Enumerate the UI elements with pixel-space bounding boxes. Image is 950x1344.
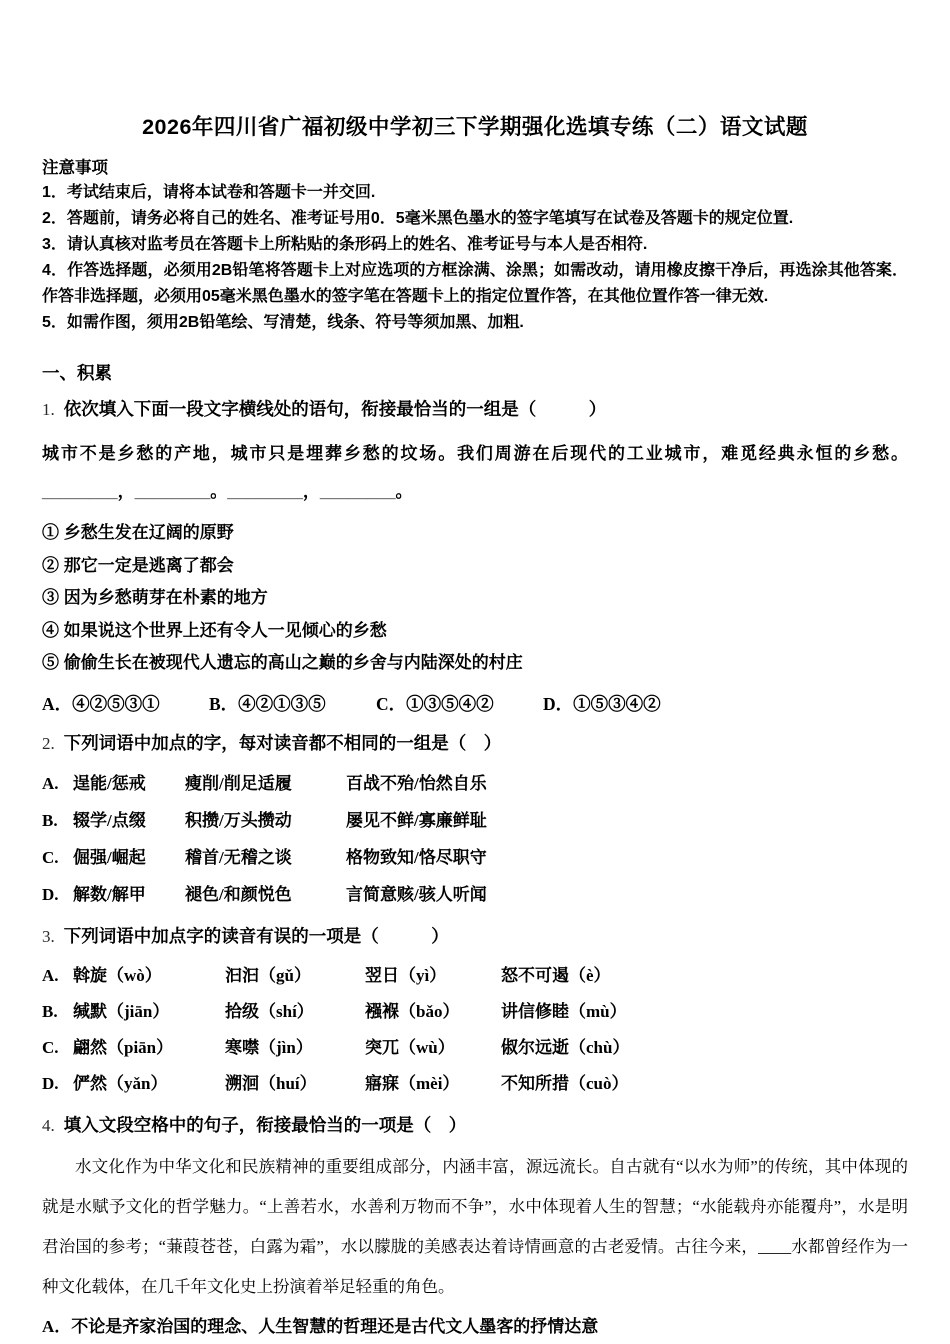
option-label: D. (42, 1073, 59, 1093)
question-1-stem (42, 394, 908, 425)
option-row-c (42, 839, 908, 876)
word-pair: 积攒/万头攒动 (185, 810, 292, 830)
question-1-sentence-list (42, 517, 908, 680)
word-pair: 逞能/惩戒 (73, 773, 146, 793)
question-3-stem (42, 921, 908, 952)
question-2-options (42, 765, 908, 913)
word-with-pinyin: 襁褓（bǎo） (365, 1001, 460, 1021)
word-with-pinyin: 寒噤（jìn） (225, 1037, 313, 1057)
word-with-pinyin: 突兀（wù） (365, 1037, 455, 1057)
notice-item: 1．考试结束后，请将本试卷和答题卡一并交回. (42, 184, 376, 201)
section-header-accumulation: 一、积累 (42, 363, 112, 383)
word-pair: 辍学/点缀 (73, 810, 146, 830)
word-with-pinyin: 翩然（piān） (73, 1037, 174, 1057)
question-2-text: 下列词语中加点的字，每对读音都不相同的一组是（ ） (63, 732, 502, 753)
question-3-options (42, 958, 908, 1102)
notice-header: 注意事项 (42, 159, 108, 177)
sentence-item-4: ④ 如果说这个世界上还有令人一见倾心的乡愁 (42, 620, 387, 640)
word-with-pinyin: 汩汩（gǔ） (225, 965, 311, 985)
option-row-b (42, 802, 908, 839)
question-2-number: 2. (42, 733, 55, 753)
option-b: B．④②①③⑤ (209, 693, 326, 714)
notice-item: 2．答题前，请务必将自己的姓名、准考证号用0．5毫米黑色墨水的签字笔填写在试卷及答题卡的规定位置. (42, 210, 794, 227)
word-with-pinyin: 怒不可遏（è） (501, 965, 611, 985)
question-3-number: 3. (42, 926, 55, 946)
option-label: C. (42, 1037, 59, 1057)
sentence-item-3: ③ 因为乡愁萌芽在朴素的地方 (42, 588, 268, 607)
notice-item: 5．如需作图，须用2B铅笔绘、写清楚，线条、符号等须加黑、加粗. (42, 314, 524, 331)
word-pair: 格物致知/恪尽职守 (346, 847, 487, 867)
word-with-pinyin: 溯洄（huí） (225, 1073, 317, 1093)
question-4-passage: 水文化作为中华文化和民族精神的重要组成部分，内涵丰富，源远流长。自古就有“以水为师”的传统，其中体现的就是水赋予文化的哲学魅力。“上善若水，水善利万物而不争”，水中体现着人生的智慧；“水能载舟亦能覆舟”，水是明君治国的参考；“蒹葭苍苍，白露为霜”，水以朦胧的美感表达着诗情画意的古老爱情。古往今来，____水都曾经作为一种文化载体，在几千年文化史上扮演着举足轻重的角色。 (42, 1156, 908, 1296)
question-1-number: 1. (42, 400, 55, 419)
sentence-item-1: ① 乡愁生发在辽阔的原野 (42, 523, 234, 542)
page-title: 2026年四川省广福初级中学初三下学期强化选填专练（二）语文试题 (142, 115, 808, 139)
question-3-text: 下列词语中加点字的读音有误的一项是（ ） (63, 925, 449, 946)
option-row-d (42, 1066, 908, 1102)
option-row-a (42, 765, 908, 802)
option-row-c (42, 1030, 908, 1066)
option-label: A. (42, 965, 59, 985)
question-4-text: 填入文段空格中的句子，衔接最恰当的一项是（ ） (63, 1114, 467, 1135)
option-label: D. (42, 884, 59, 904)
word-with-pinyin: 俨然（yǎn） (73, 1073, 168, 1093)
word-pair: 稽首/无稽之谈 (185, 847, 292, 867)
option-label: A. (42, 773, 59, 793)
word-with-pinyin: 拾级（shí） (225, 1001, 314, 1021)
question-4-stem (42, 1110, 908, 1141)
question-1-passage: 城市不是乡愁的产地，城市只是埋葬乡愁的坟场。我们周游在后现代的工业城市，难觅经典永恒的乡愁。________，________。________，________。 (42, 444, 908, 501)
option-row-a (42, 958, 908, 994)
option-row-b (42, 994, 908, 1030)
notice-item: 3．请认真核对监考员在答题卡上所粘贴的条形码上的姓名、准考证号与本人是否相符. (42, 236, 648, 253)
word-pair: 褪色/和颜悦色 (185, 884, 292, 904)
word-with-pinyin: 俶尔远逝（chù） (501, 1037, 630, 1057)
word-pair: 瘦削/削足适履 (185, 773, 292, 793)
word-with-pinyin: 寤寐（mèi） (365, 1073, 460, 1093)
sentence-item-5: ⑤ 偷偷生长在被现代人遗忘的高山之巅的乡舍与内陆深处的村庄 (42, 653, 523, 672)
question-4-number: 4. (42, 1115, 55, 1135)
word-pair: 解数/解甲 (73, 884, 146, 904)
option-row-d (42, 876, 908, 913)
question-1-text: 依次填入下面一段文字横线处的语句，衔接最恰当的一组是（ ） (63, 399, 607, 419)
option-label: C. (42, 847, 59, 867)
notice-item: 4．作答选择题，必须用2B铅笔将答题卡上对应选项的方框涂满、涂黑；如需改动，请用橡皮擦干净后，再选涂其他答案．作答非选择题，必须用05毫米黑色墨水的签字笔在答题卡上的指定位置作答，在其他位置作答一律无效. (42, 262, 908, 305)
option-d: D．①⑤③④② (543, 693, 661, 714)
word-with-pinyin: 讲信修睦（mù） (501, 1001, 627, 1021)
word-with-pinyin: 缄默（jiān） (73, 1001, 170, 1021)
word-pair: 倔强/崛起 (73, 847, 146, 867)
word-with-pinyin: 翌日（yì） (365, 965, 447, 985)
option-label: B. (42, 1001, 58, 1021)
word-pair: 言简意赅/骇人听闻 (346, 884, 487, 904)
option-a: A．④②⑤③① (42, 693, 160, 714)
option-c: C．①③⑤④② (376, 693, 494, 714)
option-a: A．不论是齐家治国的理念、人生智慧的哲理还是古代文人墨客的抒情达意 (42, 1316, 599, 1336)
word-pair: 屡见不鲜/寡廉鲜耻 (346, 810, 487, 830)
word-pair: 百战不殆/怡然自乐 (346, 773, 487, 793)
word-with-pinyin: 斡旋（wò） (73, 965, 162, 985)
word-with-pinyin: 不知所措（cuò） (501, 1073, 629, 1093)
question-2-stem (42, 728, 908, 759)
sentence-item-2: ② 那它一定是逃离了都会 (42, 555, 234, 575)
question-1-options (42, 688, 908, 720)
option-label: B. (42, 810, 58, 830)
